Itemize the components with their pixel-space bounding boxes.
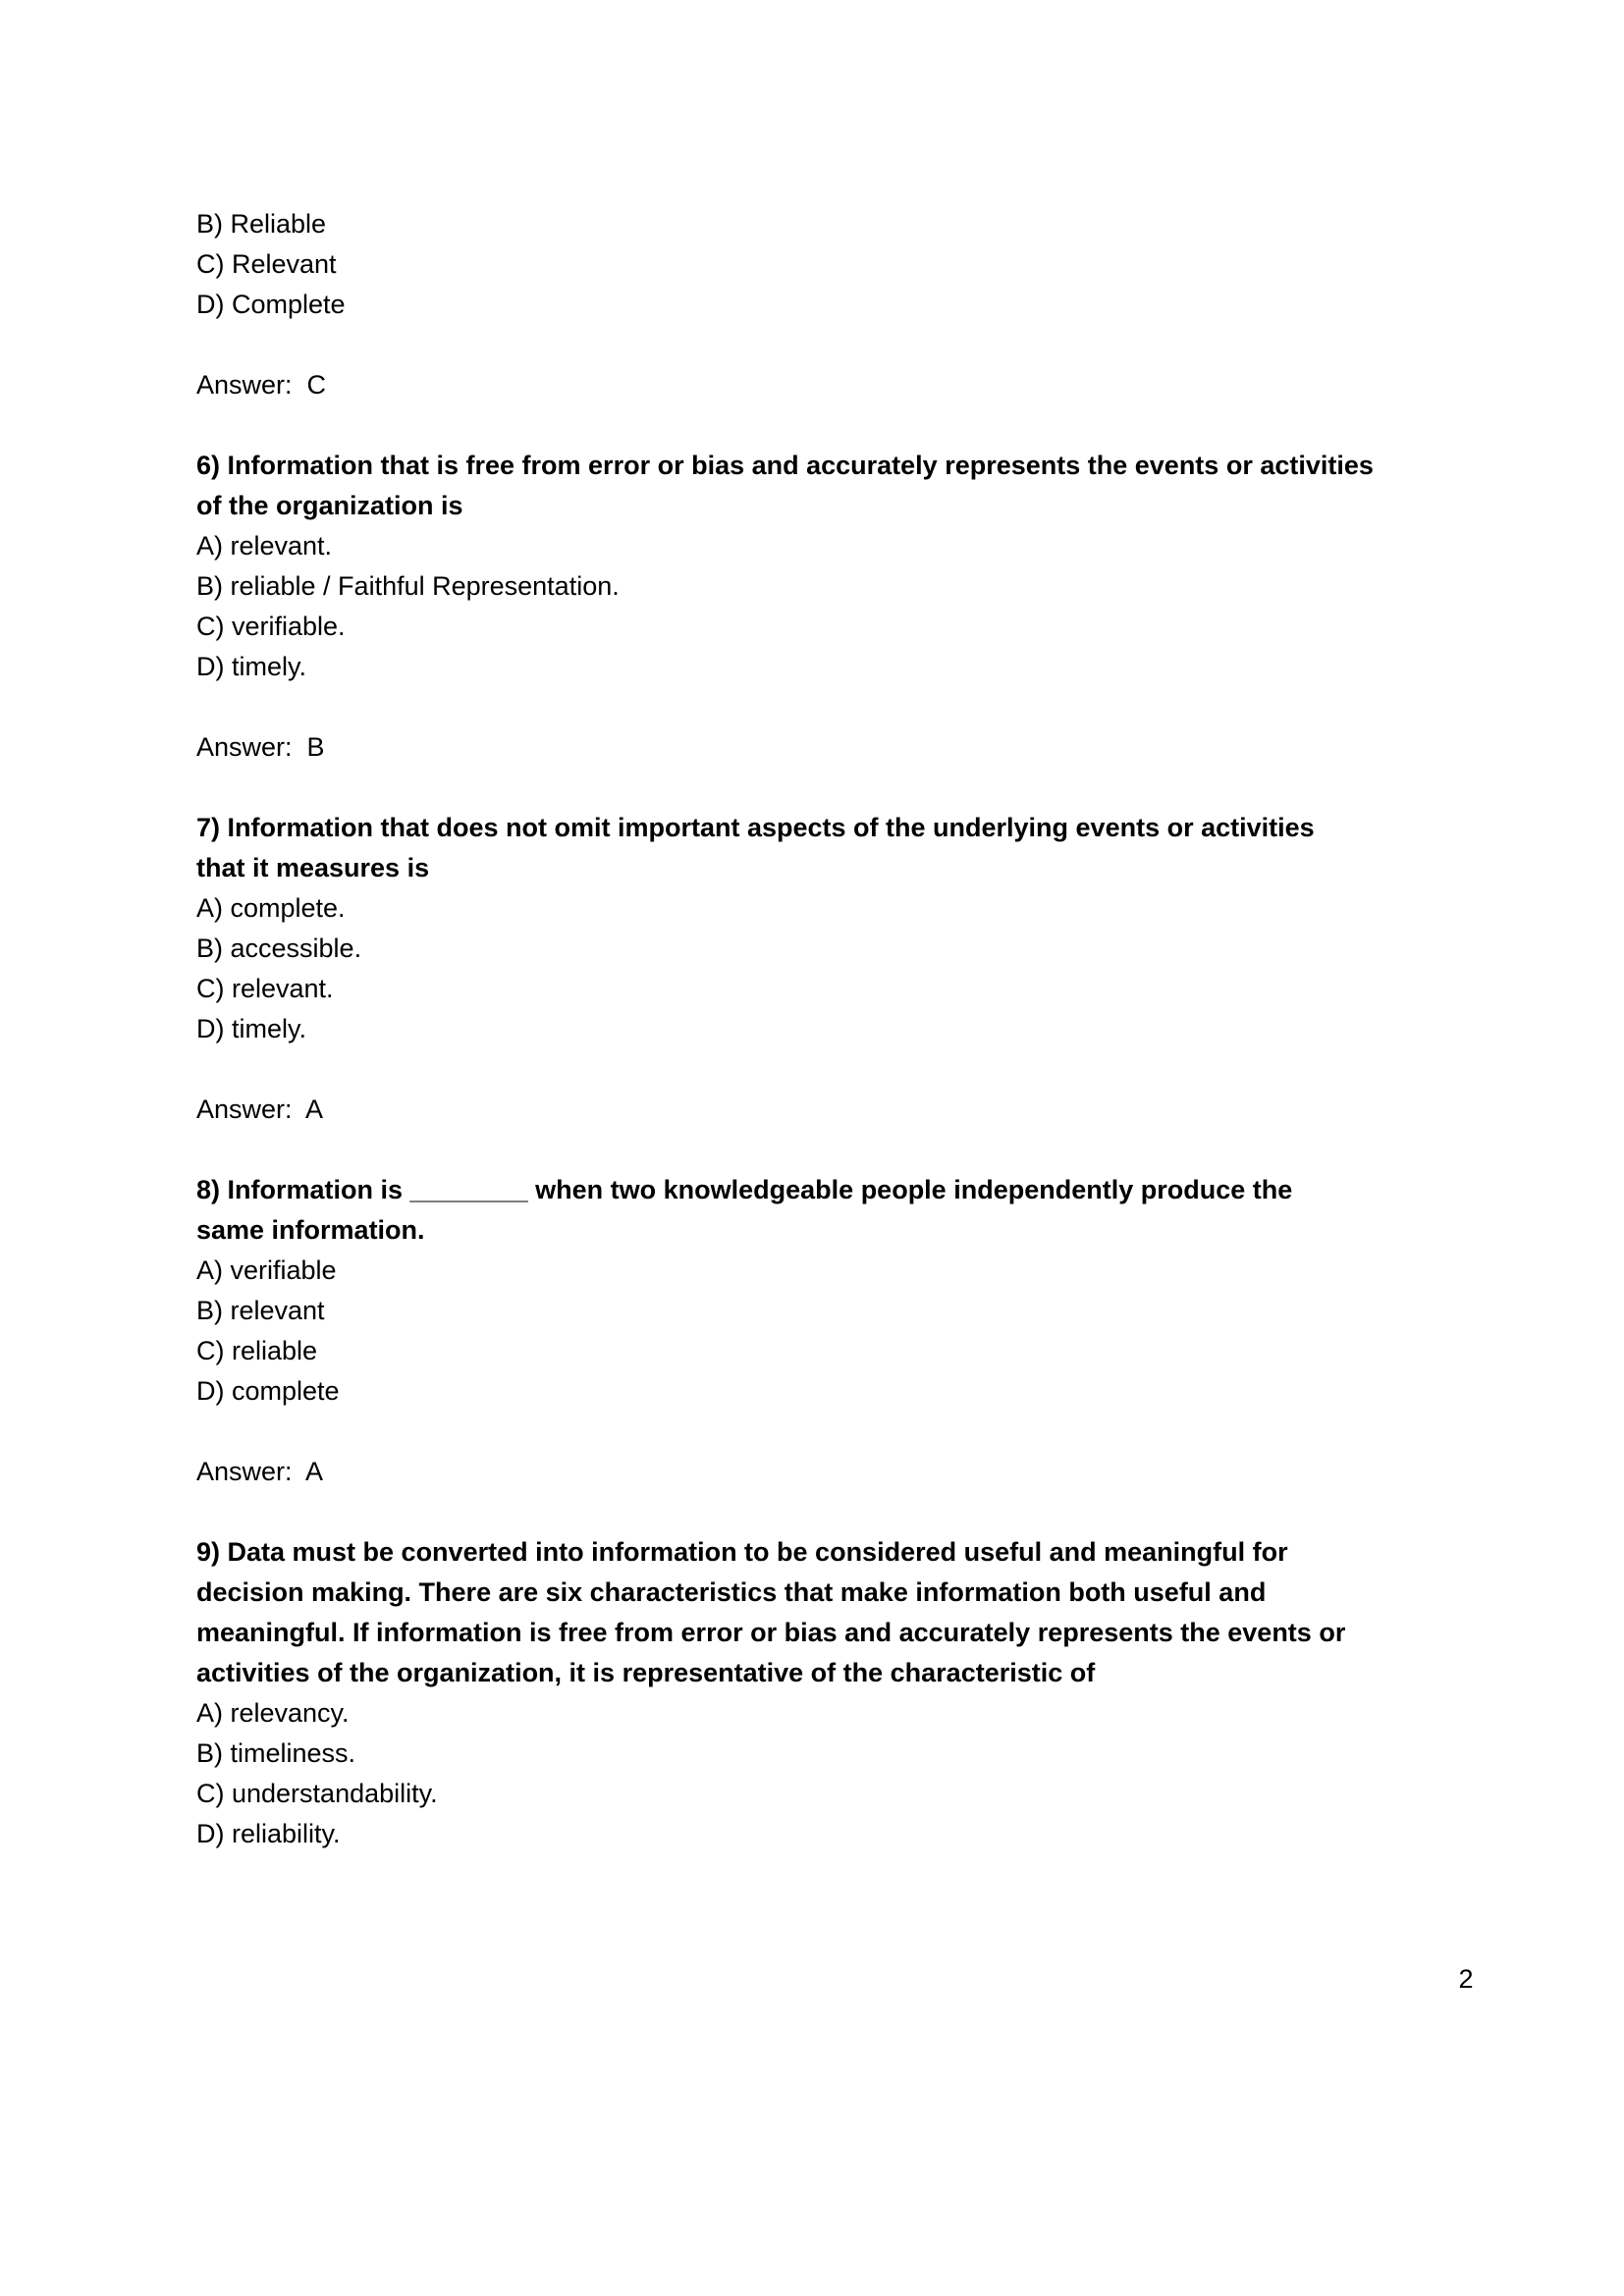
question-7-block bbox=[196, 808, 1487, 1049]
question-stem-line: 8) Information is ________ when two knowledgeable people independently produce the bbox=[196, 1175, 1293, 1204]
option-line: D) complete bbox=[196, 1376, 340, 1406]
option-line: C) understandability. bbox=[196, 1779, 438, 1808]
option-line: B) relevant bbox=[196, 1296, 325, 1325]
question-stem-line: meaningful. If information is free from error or bias and accurately represents the events or bbox=[196, 1618, 1346, 1647]
question-8-block bbox=[196, 1170, 1487, 1412]
option-line: B) Reliable bbox=[196, 209, 327, 239]
question-9-block bbox=[196, 1532, 1487, 1854]
page-number: 2 bbox=[1458, 1964, 1474, 1994]
question-stem-line: that it measures is bbox=[196, 853, 430, 882]
option-line: A) relevant. bbox=[196, 531, 333, 561]
option-line: B) timeliness. bbox=[196, 1738, 356, 1768]
answer-line: Answer: B bbox=[196, 732, 325, 762]
option-line: B) reliable / Faithful Representation. bbox=[196, 571, 620, 601]
option-line: C) reliable bbox=[196, 1336, 318, 1365]
option-line: A) verifiable bbox=[196, 1255, 337, 1285]
option-line: D) timely. bbox=[196, 1014, 306, 1043]
question-stem-line: 6) Information that is free from error or bias and accurately represents the events or activities bbox=[196, 451, 1374, 480]
option-line: D) Complete bbox=[196, 290, 346, 319]
question-6-block bbox=[196, 446, 1487, 687]
option-line: C) verifiable. bbox=[196, 612, 346, 641]
option-line: A) complete. bbox=[196, 893, 346, 923]
question-stem-line: 7) Information that does not omit important aspects of the underlying events or activities bbox=[196, 813, 1315, 842]
answer-block bbox=[196, 1452, 1487, 1492]
answer-line: Answer: A bbox=[196, 1457, 324, 1486]
question-stem-line: 9) Data must be converted into information to be considered useful and meaningful for bbox=[196, 1537, 1288, 1567]
answer-line: Answer: C bbox=[196, 370, 327, 400]
question-stem-line: activities of the organization, it is representative of the characteristic of bbox=[196, 1658, 1096, 1687]
document-content bbox=[196, 204, 1487, 1895]
carryover-options-block bbox=[196, 204, 1487, 325]
option-line: D) timely. bbox=[196, 652, 306, 681]
option-line: B) accessible. bbox=[196, 934, 362, 963]
question-stem-line: decision making. There are six characteristics that make information both useful and bbox=[196, 1577, 1267, 1607]
answer-line: Answer: A bbox=[196, 1095, 324, 1124]
option-line: C) Relevant bbox=[196, 249, 337, 279]
answer-block bbox=[196, 365, 1487, 405]
question-stem-line: of the organization is bbox=[196, 491, 463, 520]
option-line: D) reliability. bbox=[196, 1819, 341, 1848]
answer-block bbox=[196, 727, 1487, 768]
answer-block bbox=[196, 1090, 1487, 1130]
option-line: C) relevant. bbox=[196, 974, 334, 1003]
option-line: A) relevancy. bbox=[196, 1698, 350, 1728]
question-stem-line: same information. bbox=[196, 1215, 425, 1245]
